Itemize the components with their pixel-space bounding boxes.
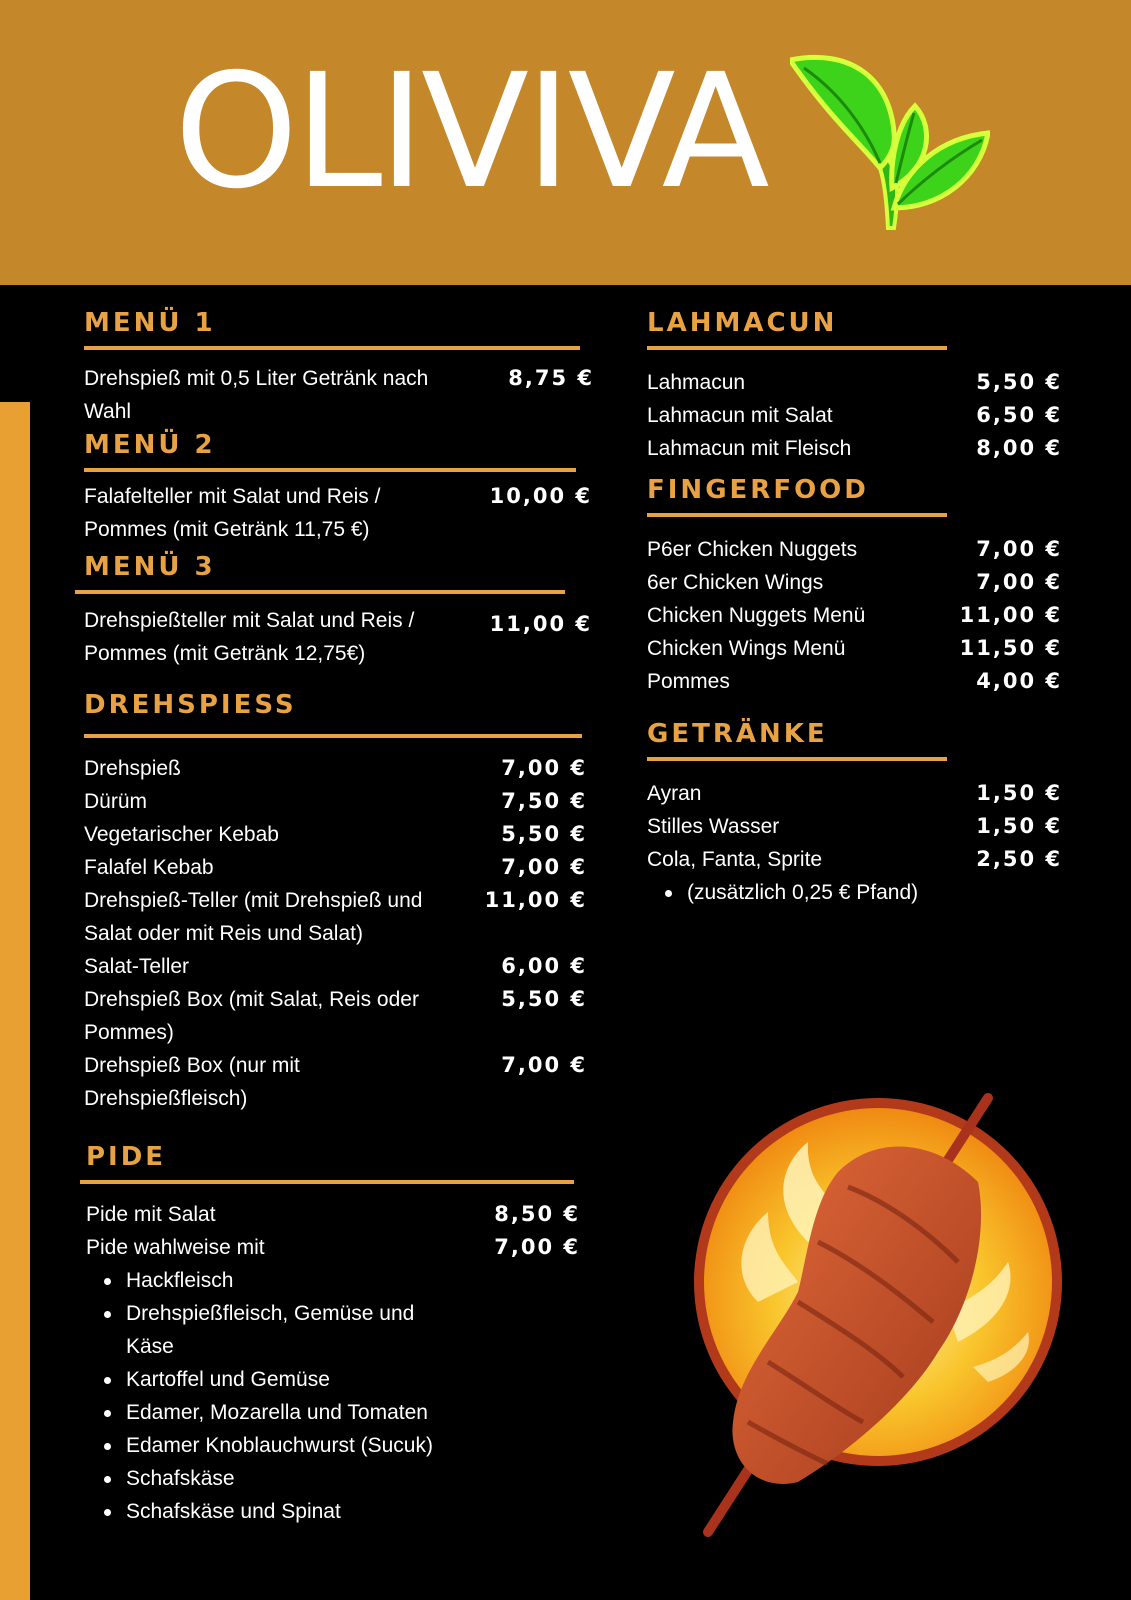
drehspiess-section (84, 690, 587, 1115)
getraenke-section (647, 719, 1062, 909)
item-name: Salat-Teller (84, 955, 190, 978)
menu-item (86, 1231, 580, 1264)
left-accent-bar (0, 402, 30, 1600)
list-item: Schafskäse (86, 1462, 580, 1495)
list-item-continued: Käse (126, 1335, 174, 1358)
item-name: Drehspieß Box (nur mit (84, 1054, 300, 1077)
menu-item (84, 785, 587, 818)
item-name: Lahmacun mit Salat (647, 404, 833, 427)
section-title: GETRÄNKE (647, 719, 828, 749)
item-name: Drehspieß mit 0,5 Liter Getränk nach (84, 367, 429, 390)
menu-item (84, 362, 594, 428)
menu-item (84, 752, 587, 785)
item-name: Drehspießteller mit Salat und Reis / (84, 609, 415, 632)
menu-item (647, 810, 1062, 843)
item-name: Chicken Wings Menü (647, 637, 846, 660)
item-name-continued: Salat oder mit Reis und Salat) (84, 922, 363, 945)
section-title: MENÜ 1 (84, 308, 216, 338)
section-divider (75, 590, 565, 594)
item-price: 11,00 € (489, 612, 592, 636)
item-name: Lahmacun mit Fleisch (647, 437, 852, 460)
section-title: FINGERFOOD (647, 475, 869, 505)
item-name-continued: Drehspießfleisch) (84, 1087, 248, 1110)
deposit-note: (zusätzlich 0,25 € Pfand) (647, 876, 1062, 909)
item-name: Chicken Nuggets Menü (647, 604, 866, 627)
item-price: 7,00 € (976, 570, 1062, 594)
item-price: 8,50 € (494, 1202, 580, 1226)
section-title: MENÜ 2 (84, 430, 216, 460)
menu-item (84, 950, 587, 983)
menu1-section (84, 308, 594, 428)
item-name: Drehspieß-Teller (mit Drehspieß und (84, 889, 423, 912)
menu-item (647, 777, 1062, 810)
item-price: 7,00 € (501, 855, 587, 879)
menu-item (84, 983, 587, 1049)
item-price: 7,50 € (501, 789, 587, 813)
item-name: Dürüm (84, 790, 148, 813)
item-name-continued: Pommes) (84, 1021, 174, 1044)
section-divider (80, 1180, 574, 1184)
item-price: 8,00 € (976, 436, 1062, 460)
menu-item (647, 399, 1062, 432)
item-price: 10,00 € (489, 484, 592, 508)
menu-item (647, 533, 1062, 566)
section-divider (647, 346, 947, 350)
item-price: 7,00 € (501, 756, 587, 780)
list-item: Schafskäse und Spinat (86, 1495, 580, 1528)
item-name: Pide mit Salat (86, 1203, 216, 1226)
item-name: Falafelteller mit Salat und Reis / (84, 485, 381, 508)
item-name: P6er Chicken Nuggets (647, 538, 858, 561)
section-divider (84, 468, 576, 472)
item-price: 6,00 € (501, 954, 587, 978)
doner-kebab-spit-icon (688, 1092, 1088, 1542)
item-name: Cola, Fanta, Sprite (647, 848, 823, 871)
menu-item (84, 604, 592, 670)
item-name-continued: Pommes (mit Getränk 12,75€) (84, 642, 366, 665)
item-name: Falafel Kebab (84, 856, 214, 879)
menu2-section (84, 430, 592, 546)
item-name-continued: Pommes (mit Getränk 11,75 €) (84, 518, 370, 541)
menu-item (647, 599, 1062, 632)
list-item: Drehspießfleisch, Gemüse und (86, 1297, 580, 1330)
section-title: LAHMACUN (647, 308, 838, 338)
list-item: Edamer, Mozarella und Tomaten (86, 1396, 580, 1429)
menu-item (84, 851, 587, 884)
item-price: 7,00 € (494, 1235, 580, 1259)
menu-item (647, 566, 1062, 599)
section-divider (84, 734, 582, 738)
list-item: Edamer Knoblauchwurst (Sucuk) (86, 1429, 580, 1462)
item-price: 5,50 € (501, 822, 587, 846)
item-price: 7,00 € (501, 1053, 587, 1077)
item-price: 7,00 € (976, 537, 1062, 561)
menu-item (647, 843, 1062, 876)
header-banner (0, 0, 1131, 285)
menu-item (84, 480, 592, 546)
item-price: 11,00 € (484, 888, 587, 912)
list-item: Kartoffel und Gemüse (86, 1363, 580, 1396)
item-price: 6,50 € (976, 403, 1062, 427)
item-name: Pide wahlweise mit (86, 1236, 265, 1259)
item-name: Drehspieß (84, 757, 181, 780)
item-name: Lahmacun (647, 371, 746, 394)
menu-item (647, 366, 1062, 399)
item-price: 5,50 € (976, 370, 1062, 394)
section-divider (84, 346, 580, 350)
deposit-note-list (647, 876, 1062, 909)
section-title: MENÜ 3 (84, 552, 216, 582)
item-price: 1,50 € (976, 814, 1062, 838)
plant-leaves-icon (790, 48, 990, 233)
item-price: 1,50 € (976, 781, 1062, 805)
item-name: Pommes (647, 670, 730, 693)
item-name-continued: Wahl (84, 400, 132, 423)
list-item: Hackfleisch (86, 1264, 580, 1297)
brand-name: OLIVIVA (174, 40, 766, 224)
item-name: 6er Chicken Wings (647, 571, 824, 594)
section-divider (647, 757, 947, 761)
lahmacun-section (647, 308, 1062, 465)
menu3-section (84, 552, 592, 670)
item-price: 11,50 € (959, 636, 1062, 660)
item-name: Stilles Wasser (647, 815, 780, 838)
item-price: 5,50 € (501, 987, 587, 1011)
menu-item (647, 632, 1062, 665)
item-price: 2,50 € (976, 847, 1062, 871)
item-name: Drehspieß Box (mit Salat, Reis oder (84, 988, 419, 1011)
pide-options-list (86, 1264, 580, 1528)
item-price: 4,00 € (976, 669, 1062, 693)
menu-item (86, 1198, 580, 1231)
menu-item (84, 884, 587, 950)
section-divider (647, 513, 947, 517)
pide-section (86, 1142, 580, 1528)
menu-item (647, 432, 1062, 465)
item-name: Ayran (647, 782, 702, 805)
section-title: DREHSPIESS (84, 690, 297, 720)
item-name: Vegetarischer Kebab (84, 823, 279, 846)
section-title: PIDE (86, 1142, 167, 1172)
menu-item (84, 1049, 587, 1115)
item-price: 11,00 € (959, 603, 1062, 627)
item-price: 8,75 € (508, 366, 594, 390)
menu-item (647, 665, 1062, 698)
fingerfood-section (647, 475, 1062, 698)
menu-item (84, 818, 587, 851)
